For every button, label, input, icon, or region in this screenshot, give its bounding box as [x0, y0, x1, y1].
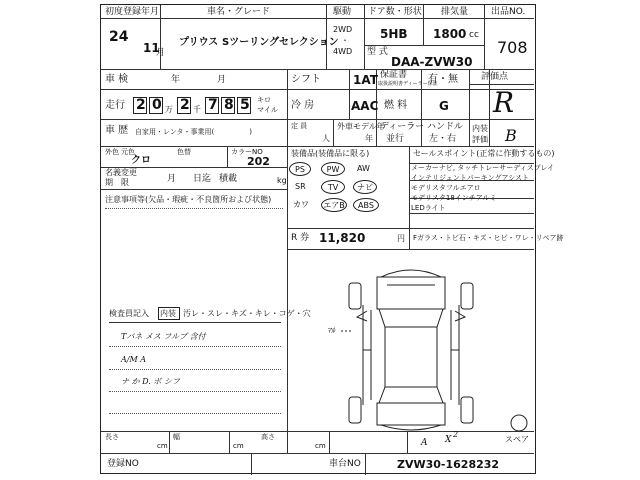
fuel-value: G — [439, 99, 449, 113]
recycle-label: R 券 — [291, 233, 310, 243]
chassis-value: ZVW30-1628232 — [397, 458, 500, 471]
diagram-mark-bottom-3: 2 — [453, 430, 459, 439]
mileage-sen-label: 千 — [193, 105, 201, 114]
color-no-label: カラーNO — [231, 148, 263, 156]
mileage-digit-5: 8 — [224, 97, 234, 113]
mileage-unit-mile: マイル — [257, 106, 278, 114]
mileage-label: 走行 — [105, 100, 125, 111]
inspector-options: 汚レ・スレ・キズ・キレ・コゲ・穴 — [183, 309, 311, 318]
doors-shape-label: ドア数・形状 — [368, 7, 422, 17]
diagram-mark-left: ﾏﾙ — [327, 326, 335, 335]
equipment-ps: PS — [289, 162, 311, 176]
inspector-interior-label: 内装 — [160, 309, 176, 318]
recycle-value: 11,820 — [319, 231, 366, 245]
length-label: 長さ — [105, 433, 119, 441]
color-value: クロ — [131, 155, 151, 166]
mileage-digit-1: 2 — [136, 97, 146, 113]
drive-2wd: 2WD — [333, 25, 353, 34]
ac-label: 冷 房 — [291, 100, 315, 111]
model-label: 型 式 — [367, 47, 388, 57]
warranty-sub: 取扱説明書ディーラー保証 — [378, 81, 438, 87]
original-color-label: 元色 — [121, 148, 135, 156]
equipment-airbag: エアB — [321, 198, 347, 212]
cargo-label: 積載 — [219, 174, 238, 184]
color-label: 色替 — [177, 148, 191, 156]
sales-point-4: モデリスタ18インチアルミ — [411, 194, 497, 202]
inspection-label: 車 検 — [105, 74, 129, 85]
height-unit: cm — [315, 442, 326, 450]
inspection-month-label: 月 — [217, 75, 227, 85]
name-grade-label: 車名・グレード — [207, 7, 271, 17]
glass-row-text: Fガラス・トビ石・キズ・ヒビ・ワレ・リペア跡 — [413, 234, 564, 242]
equipment-pw: PW — [321, 162, 345, 176]
displacement-unit: cc — [469, 30, 479, 40]
interior-sub: 評価 — [472, 135, 488, 144]
displacement-label: 排気量 — [441, 7, 469, 17]
mileage-man-label: 万 — [165, 105, 173, 114]
history-label: 車 歴 — [105, 125, 129, 136]
equipment-aw: AW — [357, 164, 370, 173]
sales-points-label: セールスポイント(正常に作動するもの) — [413, 149, 555, 158]
handle-value: 左・右 — [429, 134, 457, 144]
dealer-value: 並行 — [386, 134, 405, 144]
doors-shape: 5HB — [380, 27, 408, 41]
reg-no-label: 登録NO — [107, 459, 139, 469]
name-change-month: 月 — [167, 174, 177, 184]
import-label: 外車モデル年 — [337, 122, 385, 131]
inspection-sheet — [100, 4, 564, 474]
displacement: 1800 — [433, 27, 467, 41]
height-label: 高さ — [261, 433, 275, 441]
sales-point-2: インテリジェントパーキングアシスト — [411, 174, 530, 182]
cargo-kg-label: kg — [277, 176, 287, 185]
capacity-label: 定 員 — [291, 122, 308, 130]
diagram-mark-bottom-2: X — [445, 435, 452, 445]
mileage-digit-6: 5 — [240, 97, 250, 113]
import-unit: 年 — [365, 134, 373, 143]
fuel-label: 燃 料 — [384, 100, 408, 111]
shift-label: シフト — [291, 74, 321, 85]
ac-value: AAC — [351, 99, 379, 113]
drive-dot: ・ — [341, 36, 349, 45]
inspector-note-3: ナ か D. ボ シフ — [121, 377, 180, 386]
lot-label: 出品NO. — [491, 7, 526, 17]
equipment-leather: カワ — [293, 200, 309, 209]
score-value: R — [493, 86, 515, 119]
chassis-label: 車台NO — [329, 459, 361, 469]
color-no-value: 202 — [247, 155, 270, 168]
diagram-mark-bottom-1: A — [421, 438, 428, 448]
dealer-label: ディーラー — [380, 122, 425, 132]
sales-point-3: モデリスタフルエアロ — [411, 184, 481, 192]
equipment-label: 装備品(装備品に限る) — [291, 149, 370, 158]
spare-label: スペア — [505, 435, 529, 444]
lot-number: 708 — [497, 38, 528, 57]
inspection-year-label: 年 — [171, 75, 181, 85]
inspector-label: 検査員記入 — [109, 309, 149, 318]
inspector-note-1: Tバネ メス フルプ 含付 — [121, 332, 206, 341]
first-reg-month-suffix: 月 — [156, 48, 166, 58]
notes-label: 注意事項等(欠品・瑕疵・不良箇所および状態) — [105, 195, 272, 204]
sales-point-1: メーカーナビ, タッチトレーサーディスプレイ — [411, 164, 555, 172]
first-reg-month: 11 — [143, 41, 160, 55]
sales-point-5: LEDライト — [411, 204, 446, 212]
mileage-digit-2: 0 — [152, 97, 162, 113]
handle-label: ハンドル — [427, 122, 464, 132]
warranty-label: 保証書 — [380, 70, 408, 80]
drive-label: 駆動 — [333, 7, 352, 17]
car-name: プリウス — [179, 37, 219, 48]
inspector-note-2: A/M A — [121, 355, 146, 364]
model-code: DAA-ZVW30 — [391, 55, 473, 69]
history-options: 自家用・レンタ・事業用( ) — [135, 128, 253, 136]
equipment-sr: SR — [295, 182, 306, 191]
name-change-label-1: 名義変更 — [105, 168, 137, 177]
score-label: 評価点 — [481, 72, 509, 82]
shift-value: 1AT — [353, 73, 378, 87]
name-change-label-2: 期 限 — [105, 178, 129, 187]
car-diagram — [101, 5, 537, 475]
mileage-unit-km: キロ — [257, 96, 271, 104]
warranty-value: 有・無 — [428, 74, 458, 85]
interior-value: B — [505, 126, 517, 145]
grade: Sツーリングセレクション — [222, 37, 339, 48]
capacity-unit: 人 — [322, 134, 330, 143]
width-unit: cm — [233, 442, 244, 450]
length-unit: cm — [157, 442, 168, 450]
equipment-navi: ナビ — [353, 180, 377, 194]
recycle-unit: 円 — [397, 234, 405, 243]
interior-label: 内装 — [472, 124, 488, 133]
equipment-tv: TV — [321, 180, 345, 194]
width-label: 幅 — [173, 433, 180, 441]
first-reg-year: 24 — [109, 29, 129, 45]
drive-4wd: 4WD — [333, 47, 353, 56]
mileage-digit-3: 2 — [180, 97, 190, 113]
name-change-day: 日迄 — [193, 174, 212, 184]
equipment-abs: ABS — [353, 198, 379, 212]
first-reg-label: 初度登録年月 — [105, 7, 160, 17]
mileage-digit-4: 7 — [208, 97, 218, 113]
exterior-label: 外色 — [105, 148, 119, 156]
